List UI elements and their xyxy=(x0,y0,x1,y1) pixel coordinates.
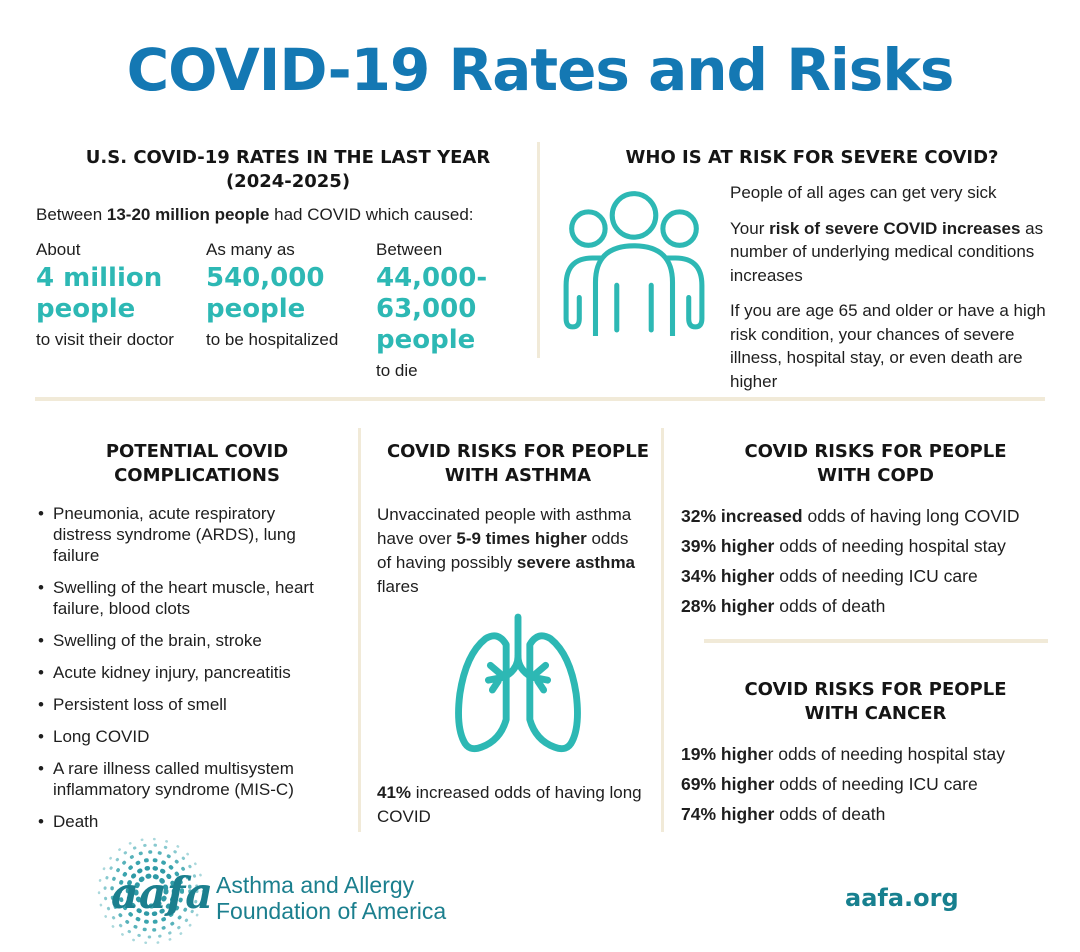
divider-copd-cancer xyxy=(704,639,1048,643)
risk-line xyxy=(681,739,1070,769)
aafa-website-link[interactable]: aafa.org xyxy=(845,884,959,912)
stat-value: 540,000 people xyxy=(206,263,325,324)
risk-line xyxy=(681,799,1070,829)
asthma-stat xyxy=(377,781,659,829)
rates-heading-line2: (2024-2025) xyxy=(225,171,351,192)
rates-intro-bold: 13-20 million people xyxy=(106,205,270,224)
risk-rest: odds of needing ICU care xyxy=(774,774,978,794)
complications-heading-line2: COMPLICATIONS xyxy=(114,465,280,486)
risk-bold: 69% higher xyxy=(681,774,775,794)
risk-line xyxy=(681,591,1070,621)
list-item: • Pneumonia, acute respiratory distress syndrome (ARDS), lung failure xyxy=(36,503,338,566)
lungs-icon xyxy=(449,613,587,763)
organization-name-line1: Asthma and Allergy xyxy=(216,872,415,898)
stat-deaths xyxy=(376,239,540,382)
cancer-heading-line2: WITH CANCER xyxy=(804,703,947,724)
list-item: • Swelling of the heart muscle, heart failure, blood clots xyxy=(36,577,338,619)
divider-vertical-mid-left xyxy=(358,428,361,832)
section-asthma-risks xyxy=(377,428,659,829)
who-p2-post: as number of underlying medical conditions increases xyxy=(730,218,1044,285)
section-us-covid-rates xyxy=(36,146,540,382)
stat-doctor-visits xyxy=(36,239,206,382)
rates-intro-pre: Between xyxy=(36,205,107,224)
stat-value: 44,000-63,000 people xyxy=(376,263,488,355)
divider-horizontal-main xyxy=(35,397,1045,401)
asthma-heading xyxy=(377,440,659,488)
list-item: • Long COVID xyxy=(36,726,338,747)
stat-outcome: to visit their doctor xyxy=(36,330,174,349)
who-paragraph-2 xyxy=(730,217,1062,288)
asthma-paragraph xyxy=(377,503,645,599)
risk-rest: odds of death xyxy=(774,596,886,616)
section-copd-and-cancer-risks xyxy=(681,428,1070,829)
organization-name-line2: Foundation of America xyxy=(216,898,447,924)
risk-bold: 39% higher xyxy=(681,536,775,556)
risk-bold: 74% higher xyxy=(681,804,775,824)
list-item: • A rare illness called multisystem inflammatory syndrome (MIS-C) xyxy=(36,758,338,800)
copd-heading xyxy=(681,440,1070,488)
copd-heading-line2: WITH COPD xyxy=(817,465,934,486)
asthma-stat-bold: 41% xyxy=(377,783,412,802)
copd-heading-line1: COVID RISKS FOR PEOPLE xyxy=(744,441,1007,462)
risk-bold: 32% increased xyxy=(681,506,803,526)
who-p2-bold: risk of severe COVID increases xyxy=(769,218,1021,238)
aafa-logo-text: aafa xyxy=(111,869,210,919)
asthma-para-s3: flares xyxy=(377,577,419,596)
asthma-heading-line2: WITH ASTHMA xyxy=(444,465,592,486)
section-who-at-risk xyxy=(558,146,1066,405)
page-title: COVID-19 Rates and Risks xyxy=(126,36,954,104)
rates-heading-line1: U.S. COVID-19 RATES IN THE LAST YEAR xyxy=(85,147,491,168)
risk-bold: 34% higher xyxy=(681,566,775,586)
asthma-stat-rest: increased odds of having long COVID xyxy=(377,783,642,826)
organization-name xyxy=(216,872,446,924)
aafa-logo-starburst-icon xyxy=(94,836,210,948)
who-heading: WHO IS AT RISK FOR SEVERE COVID? xyxy=(625,147,999,168)
risk-line xyxy=(681,501,1070,531)
cancer-risk-list xyxy=(681,739,1070,829)
list-item: • Swelling of the brain, stroke xyxy=(36,630,338,651)
asthma-para-s2: odds of having possibly xyxy=(377,529,629,572)
divider-vertical-mid-right xyxy=(661,428,664,832)
who-content xyxy=(558,170,1066,405)
rates-intro xyxy=(36,203,540,226)
cancer-heading-line1: COVID RISKS FOR PEOPLE xyxy=(744,679,1007,700)
stat-value: 4 million people xyxy=(36,263,163,324)
complications-heading xyxy=(36,440,358,488)
asthma-heading-line1: COVID RISKS FOR PEOPLE xyxy=(386,441,650,462)
who-p2-pre: Your xyxy=(730,218,770,238)
asthma-para-s1: Unvaccinated people with asthma have over xyxy=(377,505,632,548)
complications-heading-line1: POTENTIAL COVID xyxy=(105,441,289,462)
list-item: • Death xyxy=(36,811,338,832)
rates-intro-post: had COVID which caused: xyxy=(269,205,474,224)
risk-rest: odds of needing ICU care xyxy=(774,566,978,586)
stat-outcome: to die xyxy=(376,361,418,380)
section-potential-complications xyxy=(36,428,358,843)
stat-outcome: to be hospitalized xyxy=(206,330,339,349)
rates-stats-row xyxy=(36,239,540,382)
aafa-logo xyxy=(94,836,210,948)
stat-qualifier: As many as xyxy=(206,240,295,259)
risk-line xyxy=(681,561,1070,591)
complications-list xyxy=(36,503,358,832)
people-group-icon xyxy=(558,184,710,336)
stat-qualifier: Between xyxy=(376,240,443,259)
risk-rest: odds of having long COVID xyxy=(802,506,1020,526)
risk-bold: 28% higher xyxy=(681,596,775,616)
list-item: • Persistent loss of smell xyxy=(36,694,338,715)
asthma-para-b1: 5-9 times higher xyxy=(456,529,587,548)
stat-qualifier: About xyxy=(36,240,81,259)
stat-hospitalizations xyxy=(206,239,376,382)
risk-line xyxy=(681,769,1070,799)
risk-rest: odds of death xyxy=(774,804,886,824)
risk-rest: r odds of needing hospital stay xyxy=(767,744,1005,764)
risk-bold: 19% highe xyxy=(681,744,768,764)
cancer-heading xyxy=(681,678,1070,726)
who-text xyxy=(730,181,1062,405)
list-item: • Acute kidney injury, pancreatitis xyxy=(36,662,338,683)
copd-risk-list xyxy=(681,501,1070,621)
risk-line xyxy=(681,531,1070,561)
divider-vertical-top xyxy=(537,142,540,358)
who-paragraph-1: People of all ages can get very sick xyxy=(730,183,997,202)
rates-heading xyxy=(36,146,540,194)
asthma-para-b2: severe asthma xyxy=(516,553,636,572)
who-paragraph-3: If you are age 65 and older or have a high risk condition, your chances of severe illness, hospital stay, or even death are higher xyxy=(730,301,1046,391)
risk-rest: odds of needing hospital stay xyxy=(774,536,1006,556)
